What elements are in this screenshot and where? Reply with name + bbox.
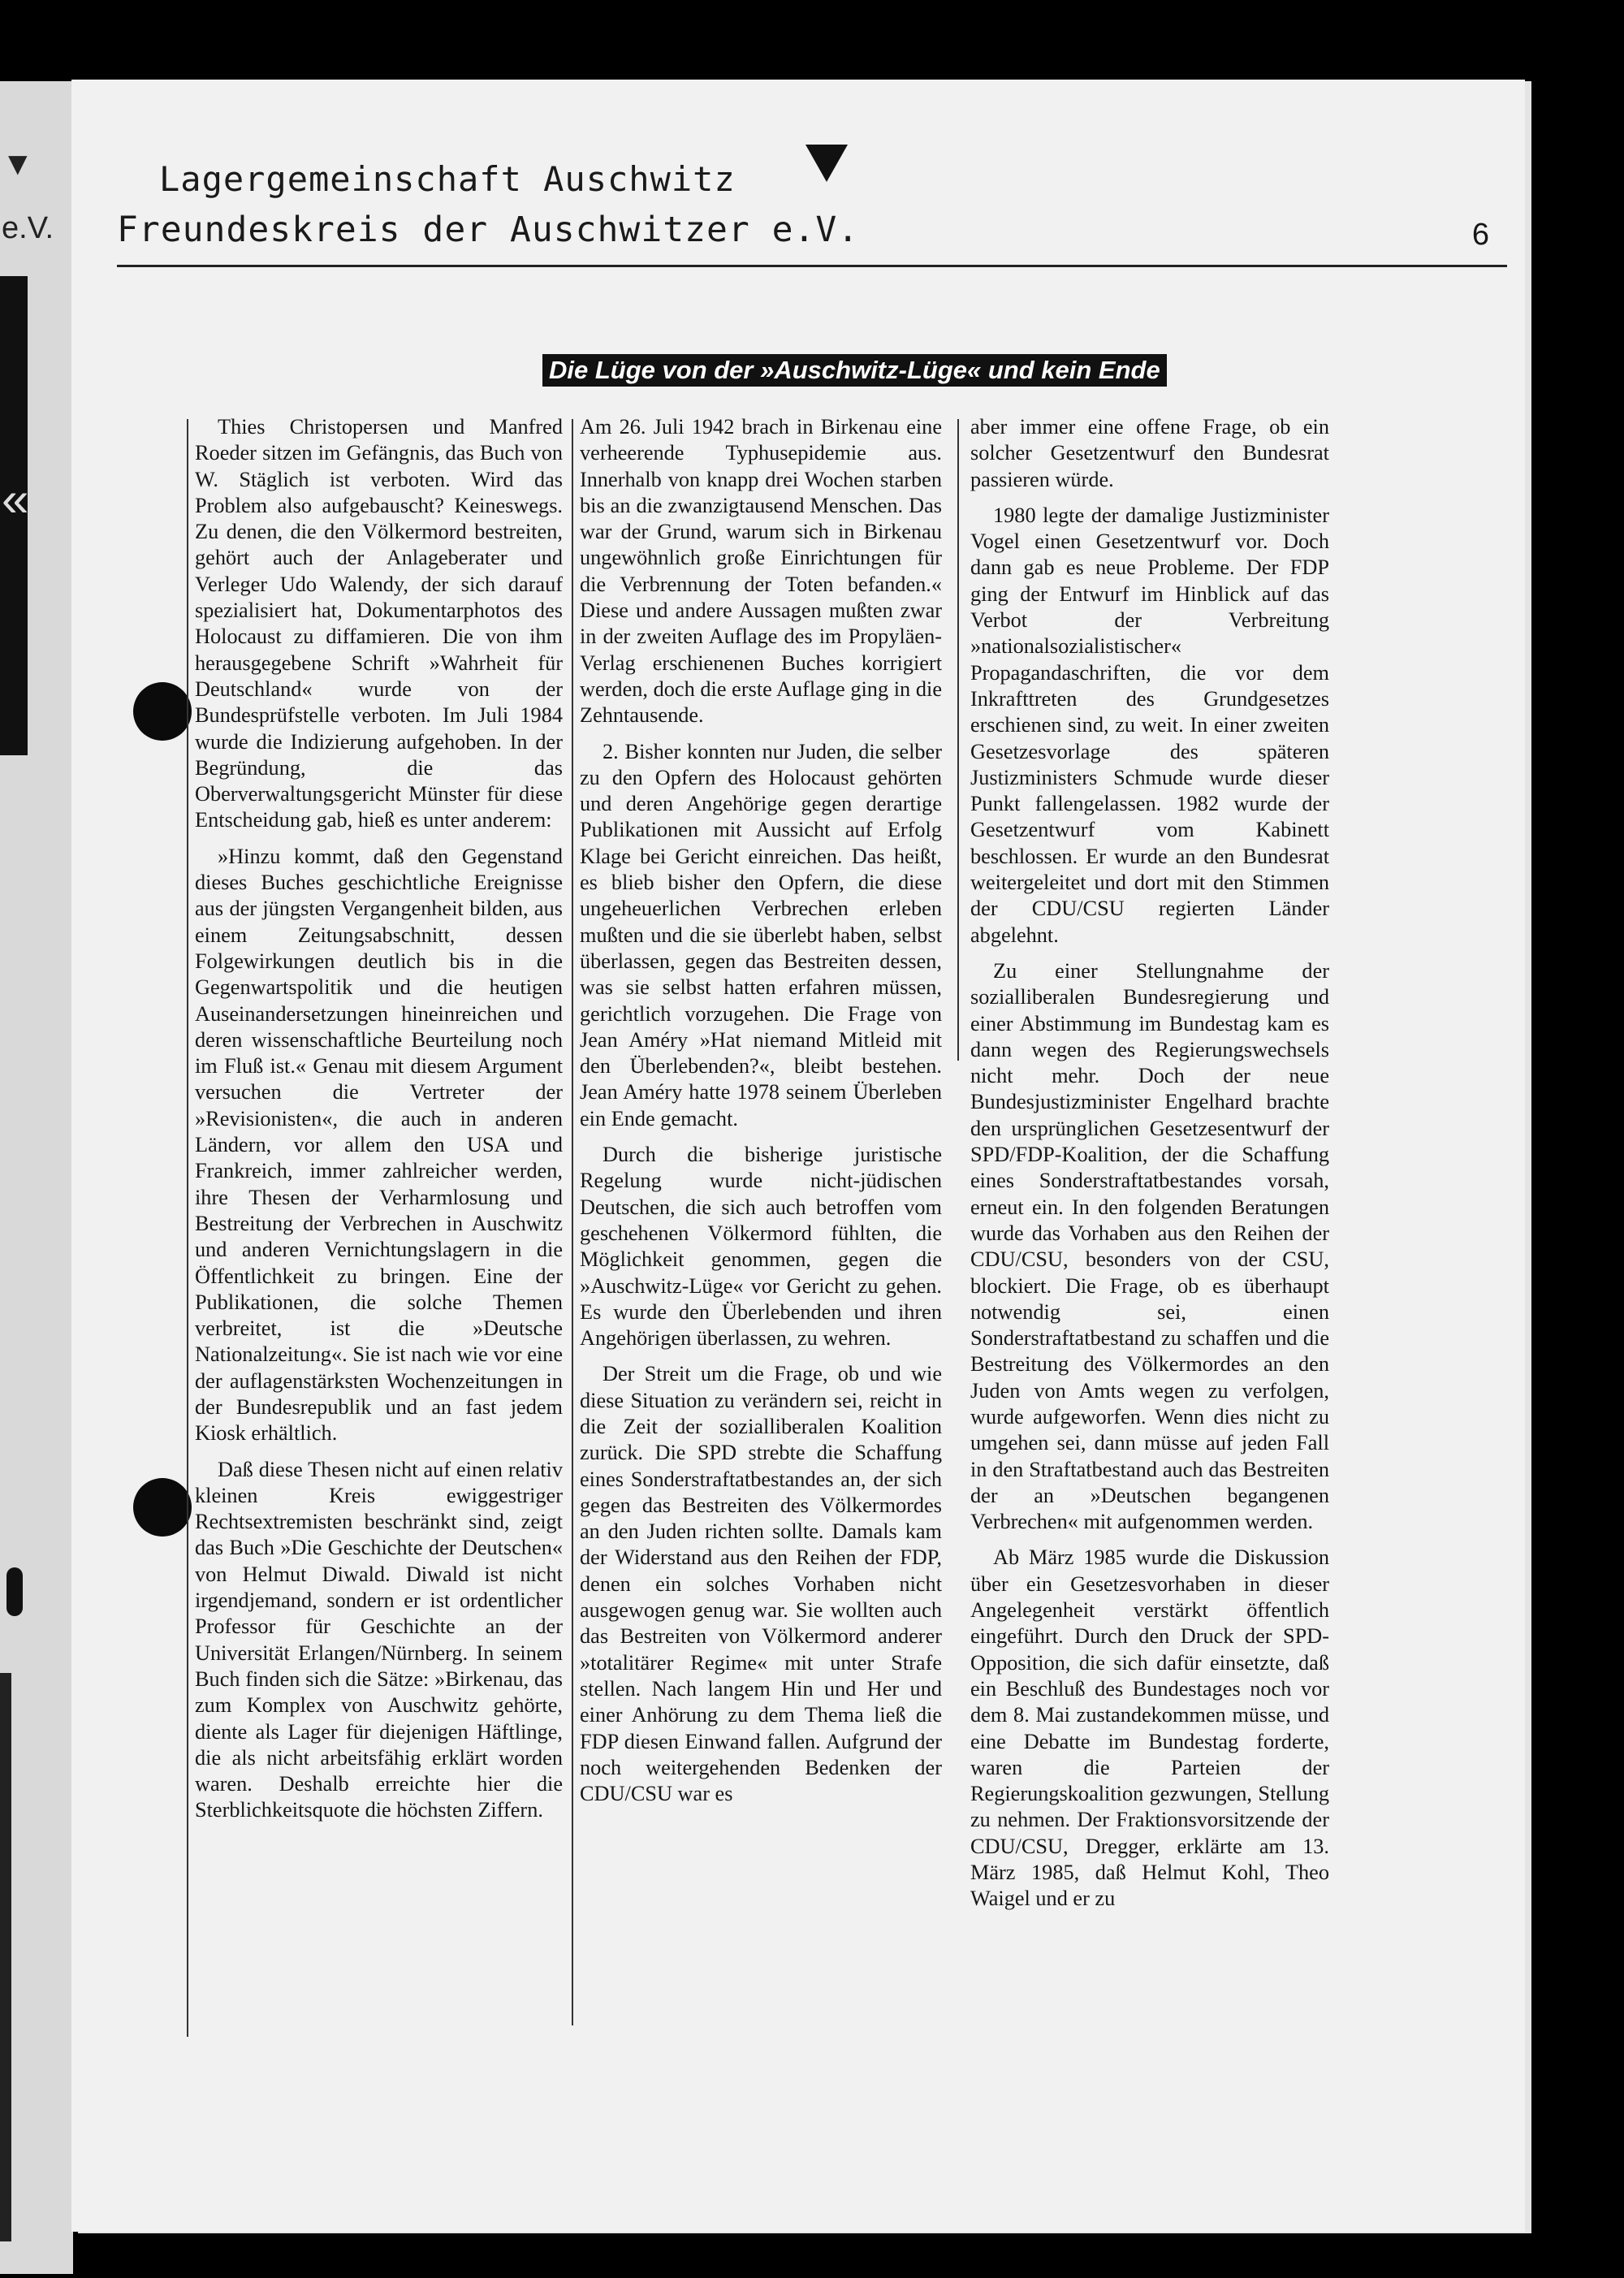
document-page	[71, 80, 1525, 2232]
column-divider	[187, 419, 188, 2037]
column-divider	[957, 419, 959, 1061]
article-paragraph: 1980 legte der damalige Justizminister Vogel einen Gesetzentwurf vor. Doch dann gab es neue Probleme. Der FDP ging der Entwurf im Hinblick auf das Verbot der Verbreitung »nationalsozialistischer« Propagandaschriften, die vor dem Inkrafttreten des Grundgesetzes erschienen sind, zu weit. In einer zweiten Gesetzesvorlage des späteren Justizministers Schmude wurde dieser Punkt fallengelassen. 1982 wurde der Gesetzentwurf vom Kabinett beschlossen. Er wurde an den Bundesrat weitergeleitet und dort mit den Stimmen der CDU/CSU regierten Länder abgelehnt.	[970, 503, 1329, 947]
article-paragraph: Ab März 1985 wurde die Diskussion über ein Gesetzesvorhaben in dieser Angelegenheit verstärkt öffentlich eingeführt. Durch den Druck der SPD-Opposition, die sich dafür einsetzte, daß ein Beschluß des Bundestages noch vor dem 8. Mai zustandekommen müsse, und eine Debatte im Bundestag forderte, waren die Parteien der Regierungskoalition gezwungen, Stellung zu nehmen. Der Fraktionsvorsitzende der CDU/CSU, Dregger, erklärte am 13. März 1985, daß Helmut Kohl, Theo Waigel und er zu	[970, 1545, 1329, 1911]
article-paragraph: Der Streit um die Frage, ob und wie diese Situation zu verändern sei, reicht in die Zeit der sozialliberalen Koalition zurück. Die SPD strebte die Schaffung eines Sonderstraftatbestandes an, der sich gegen das Bestreiten des Völkermordes an den Juden richten sollte. Damals kam der Widerstand aus den Reihen der FDP, denen ein solches Vorhaben nicht ausgewogen genug war. Sie wollten auch das Bestreiten von Völkermord anderer »totalitärer Regime« mit unter Strafe stellen. Nach langem Hin und Her und einer Anhörung zu dem Thema ließ die FDP diesen Einwand fallen. Aufgrund der noch weitergehenden Bedenken der CDU/CSU war es	[580, 1362, 942, 1806]
article-paragraph: Zu einer Stellungnahme der sozialliberalen Bundesregierung und einer Abstimmung im Bundestag kam es dann wegen des Regierungswechsels nicht mehr. Doch der neue Bundesjustizminister Engelhard brachte den ursprünglichen Gesetzesentwurf der SPD/FDP-Koalition, der die Schaffung eines Sonderstraftatbestandes vorsah, erneut ein. In den folgenden Beratungen wurde das Vorhaben aus den Reihen der CDU/CSU, besonders von der CSU, blockiert. Die Frage, ob es überhaupt notwendig sei, einen Sonderstraftatbestand zu schaffen und die Bestreitung des Völkermordes an den Juden von Amts wegen zu verfolgen, wurde aufgeworfen. Wenn dies nicht zu umgehen sei, dann müsse auf jeden Fall in den Straftatbestand auch das Bestreiten der an »Deutschen begangenen Verbrechen« mit aufgenommen werden.	[970, 958, 1329, 1534]
article-paragraph: aber immer eine offene Frage, ob ein solcher Gesetzentwurf den Bundesrat passieren würde.	[970, 415, 1329, 491]
article-paragraph: »Hinzu kommt, daß den Gegenstand dieses Buches geschichtliche Ereignisse aus der jüngsten Vergangenheit bilden, aus einem Zeitungsabschnitt, dessen Folgewirkungen deutlich bis in die Gegenwartspolitik und die heutigen Auseinandersetzungen hineinreichen und deren wissenschaftliche Beurteilung noch im Fluß ist.« Genau mit diesem Argument versuchen die Vertreter der »Revisionisten«, die auch in anderen Ländern, vor allem den USA und Frankreich, immer zahlreicher werden, ihre Thesen der Verharmlosung und Bestreitung der Verbrechen in Auschwitz und anderen Vernichtungslagern in die Öffentlichkeit zu bringen. Eine der Publikationen, die solche Themen verbreitet, ist die »Deutsche Nationalzeitung«. Sie ist nach wie vor eine der auflagenstärksten Wochenzeitungen in der Bundesrepublik und an fast jedem Kiosk erhältlich.	[195, 844, 563, 1446]
header-rule	[117, 265, 1507, 267]
article-paragraph: Am 26. Juli 1942 brach in Birkenau eine verheerende Typhusepidemie aus. Innerhalb von knapp drei Wochen starben bis an die zwanzigtausend Menschen. Das war der Grund, warum sich in Birkenau ungewöhnlich große Einrichtungen für die Verbrennung der Toten befanden.« Diese und andere Aussagen mußten zwar in der zweiten Auflage des im Propyläen-Verlag erschienenen Buches korrigiert werden, doch die erste Auflage ging in die Zehntausende.	[580, 415, 942, 728]
article-column-1	[195, 414, 563, 1824]
page-header	[117, 112, 1505, 274]
organization-subtitle: Freundeskreis der Auschwitzer e.V.	[117, 210, 860, 250]
article-column-2	[580, 414, 942, 1807]
article-headline: Die Lüge von der »Auschwitz-Lüge« und kein Ende	[542, 354, 1167, 387]
organization-name: Lagergemeinschaft Auschwitz	[159, 159, 736, 199]
triangle-logo-icon	[806, 145, 848, 182]
article-column-3	[970, 414, 1329, 1913]
previous-page-edge	[0, 81, 73, 2274]
previous-page-triangle-icon: ▼	[2, 146, 34, 182]
article-paragraph: Daß diese Thesen nicht auf einen relativ kleinen Kreis ewiggestriger Rechtsextremisten beschränkt sind, zeigt das Buch »Die Geschichte der Deutschen« von Helmut Diwald. Diwald ist nicht irgendjemand, sondern er ist ordentlicher Professor für Geschichte an der Universität Erlangen/Nürnberg. In seinem Buch finden sich die Sätze: »Birkenau, das zum Komplex von Auschwitz gehörte, diente als Lager für diejenigen Häftlinge, die als nicht arbeitsfähig erklärt worden waren. Deshalb erreichte hier die Sterblichkeitsquote die höchsten Ziffern.	[195, 1457, 563, 1822]
previous-page-edge-shadow	[0, 1673, 11, 2241]
punch-hole	[133, 1478, 192, 1537]
previous-page-punch-hole	[6, 678, 23, 727]
column-divider	[572, 419, 573, 2025]
article-paragraph: 2. Bisher konnten nur Juden, die selber zu den Opfern des Holocaust gehörten und deren Angehörige gegen derartige Publikationen mit Aussicht auf Erfolg Klage bei Gericht einreichen. Das heißt, es blieb bisher den Opfern, die diese ungeheuerlichen Verbrechen erleben mußten und die sie überlebt haben, selbst überlassen, gegen das Bestreiten dessen, was sie selbst hatten erfahren müssen, gerichtlich vorzugehen. Die Frage von Jean Améry »Hat niemand Mitleid mit den Überlebenden?«, bleibt bestehen. Jean Améry hatte 1978 seinem Überleben ein Ende gemacht.	[580, 739, 942, 1130]
punch-hole	[133, 682, 192, 741]
previous-page-quote-mark: «	[2, 472, 29, 526]
article-paragraph: Thies Christopersen und Manfred Roeder sitzen im Gefängnis, das Buch von W. Stäglich ist verboten. Wird das Problem also aufgebauscht? Keineswegs. Zu denen, die den Völkermord bestreiten, gehört auch der Anlageberater und Verleger Udo Walendy, der sich darauf spezialisiert hat, Dokumentarphotos des Holocaust zu diffamieren. Die von ihm herausgegebene Schrift »Wahrheit für Deutschland« wurde von der Bundesprüfstelle verboten. Im Juli 1984 wurde die Indizierung aufgehoben. In der Begründung, die das Oberverwaltungsgericht Münster für diese Entscheidung gab, hieß es unter anderem:	[195, 415, 563, 832]
page-number: 6	[1471, 218, 1489, 252]
previous-page-punch-hole	[6, 1567, 23, 1616]
previous-page-ev-text: e.V.	[2, 211, 54, 245]
article-paragraph: Durch die bisherige juristische Regelung wurde nicht-jüdischen Deutschen, die sich auch betroffen vom geschehenen Völkermord fühlten, die Möglichkeit genommen, gegen die »Auschwitz-Lüge« vor Gericht zu gehen. Es wurde den Überlebenden und ihren Angehörigen überlassen, zu wehren.	[580, 1143, 942, 1351]
